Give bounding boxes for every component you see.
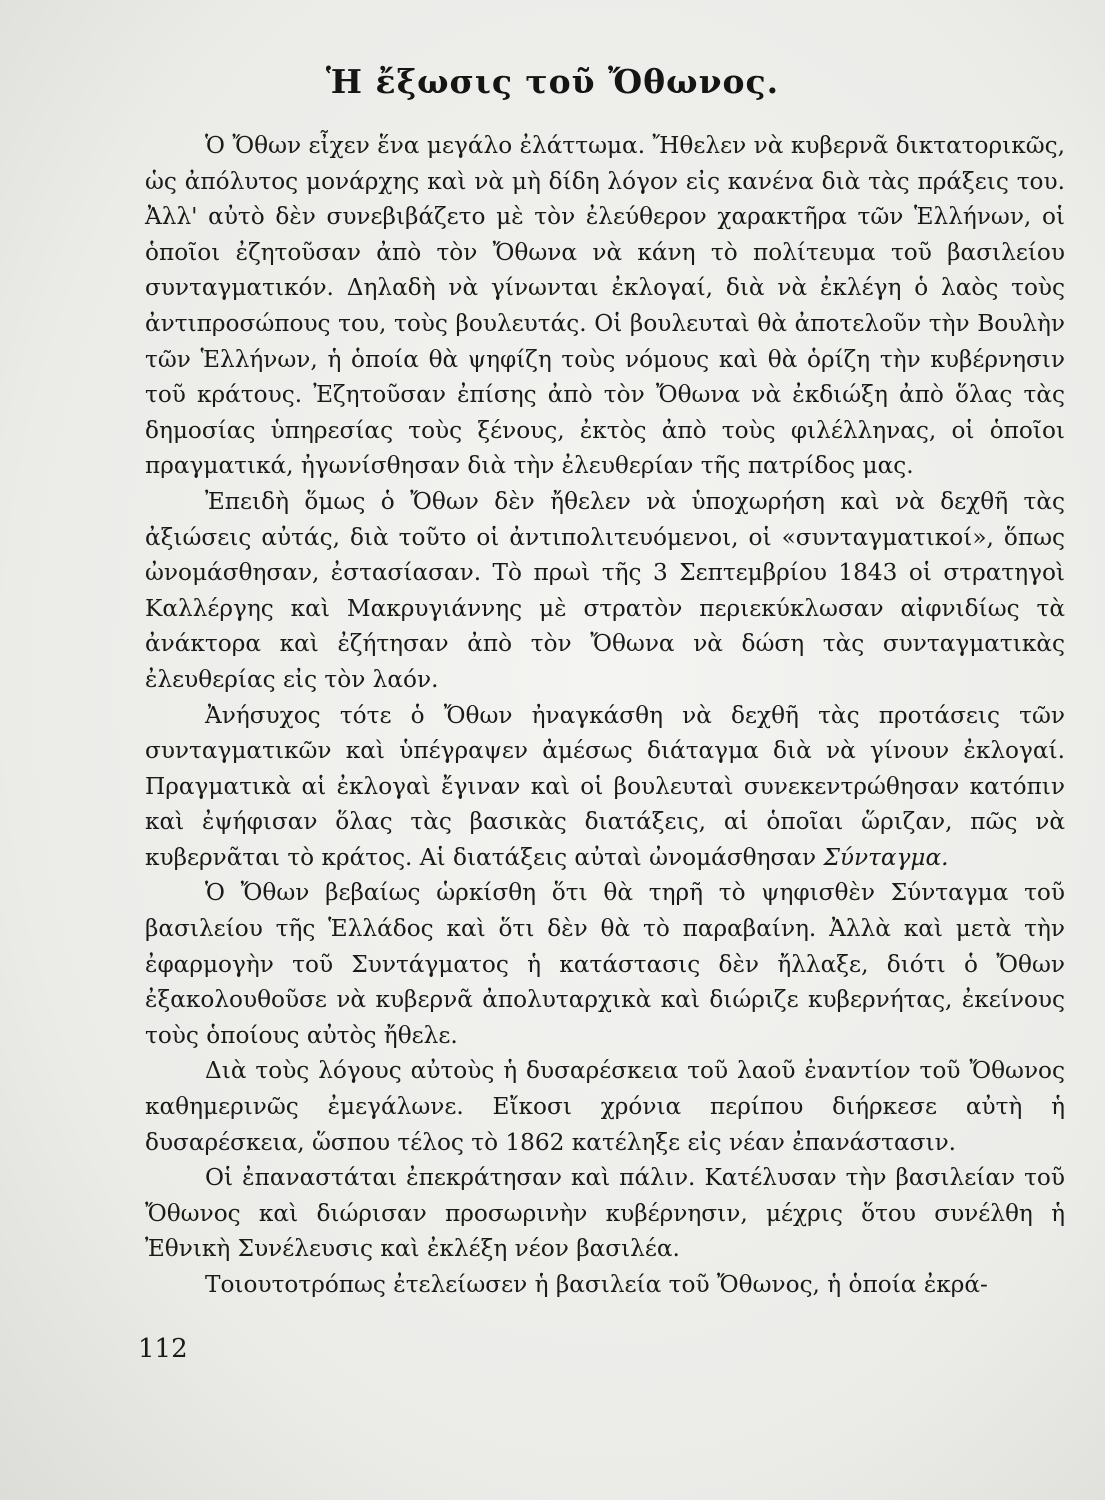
paragraph-1: Ὁ Ὄθων εἶχεν ἕνα μεγάλο ἐλάττωμα. Ἤθελεν νὰ κυβερνᾶ δικτατορικῶς, ὡς ἀπόλυτος μονάρχης καὶ νὰ μὴ δίδη λόγον εἰς κανένα διὰ τὰς πράξεις του. Ἀλλ' αὐτὸ δὲν συνεβιβάζετο μὲ τὸν ἐλεύθερον χαρακτῆρα τῶν Ἑλλήνων, οἱ ὁποῖοι ἐζητοῦσαν ἀπὸ τὸν Ὄθωνα νὰ κάνη τὸ πολίτευμα τοῦ βασιλείου συνταγματικόν. Δηλαδὴ νὰ γίνωνται ἐκλογαί, διὰ νὰ ἐκλέγη ὁ λαὸς τοὺς ἀντιπροσώπους του, τοὺς βουλευτάς. Οἱ βουλευταὶ θὰ ἀποτελοῦν τὴν Βουλὴν τῶν Ἑλλήνων, ἡ ὁποία θὰ ψηφίζη τοὺς νόμους καὶ θὰ ὁρίζη τὴν κυβέρνησιν τοῦ κράτους. Ἐζητοῦσαν ἐπίσης ἀπὸ τὸν Ὄθωνα νὰ ἐκδιώξη ἀπὸ ὅλας τὰς δημοσίας ὑπηρεσίας τοὺς ξένους, ἐκτὸς ἀπὸ τοὺς φιλέλληνας, οἱ ὁποῖοι πραγματικά, ἠγωνίσθησαν διὰ τὴν ἐλευθερίαν τῆς πατρίδος μας.	[145, 132, 1065, 480]
paragraph-3-text: Ἀνήσυχος τότε ὁ Ὄθων ἠναγκάσθη νὰ δεχθῆ τὰς προτάσεις τῶν συνταγματικῶν καὶ ὑπέγραψεν ἀμέσως διάταγμα διὰ νὰ γίνουν ἐκλογαί. Πραγματικὰ αἱ ἐκλογαὶ ἔγιναν καὶ οἱ βουλευταὶ συνεκεντρώθησαν κατόπιν καὶ ἐψήφισαν ὅλας τὰς βασικὰς διατάξεις, αἱ ὁποῖαι ὥριζαν, πῶς νὰ κυβερνᾶται τὸ κράτος. Αἱ διατάξεις αὐταὶ ὠνομάσθησαν	[145, 701, 1065, 871]
paragraph-4: Ὁ Ὄθων βεβαίως ὡρκίσθη ὅτι θὰ τηρῆ τὸ ψηφισθὲν Σύνταγμα τοῦ βασιλείου τῆς Ἑλλάδος καὶ ὅτι δὲν θὰ τὸ παραβαίνη. Ἀλλὰ καὶ μετὰ τὴν ἐφαρμογὴν τοῦ Συντάγματος ἡ κατάστασις δὲν ἤλλαξε, διότι ὁ Ὄθων ἐξακολουθοῦσε νὰ κυβερνᾶ ἀπολυταρχικὰ καὶ διώριζε κυβερνήτας, ἐκείνους τοὺς ὁποίους αὐτὸς ἤθελε.	[145, 879, 1065, 1049]
paragraph-6: Οἱ ἐπαναστάται ἐπεκράτησαν καὶ πάλιν. Κατέλυσαν τὴν βασιλείαν τοῦ Ὄθωνος καὶ διώρισαν προσωρινὴν κυβέρνησιν, μέχρις ὅτου συνέλθη ἡ Ἐθνικὴ Συνέλευσις καὶ ἐκλέξη νέον βασιλέα.	[145, 1164, 1065, 1263]
paragraph-5: Διὰ τοὺς λόγους αὐτοὺς ἡ δυσαρέσκεια τοῦ λαοῦ ἐναντίον τοῦ Ὄθωνος καθημερινῶς ἐμεγάλωνε. Εἴκοσι χρόνια περίπου διήρκεσε αὐτὴ ἡ δυσαρέσκεια, ὥσπου τέλος τὸ 1862 κατέληξε εἰς νέαν ἐπανάστασιν.	[145, 1057, 1065, 1156]
page-title: Ἡ ἔξωσις τοῦ Ὄθωνος.	[325, 62, 780, 101]
paragraph-3	[145, 698, 1065, 876]
paragraph-7: Τοιουτοτρόπως ἐτελείωσεν ἡ βασιλεία τοῦ Ὄθωνος, ἡ ὁποία ἐκρά-	[205, 1271, 988, 1298]
page-number: 112	[138, 1334, 188, 1364]
paragraph-3-emphasis: Σύνταγμα.	[823, 843, 949, 871]
body-text	[145, 128, 1065, 1303]
paragraph-2: Ἐπειδὴ ὅμως ὁ Ὄθων δὲν ἤθελεν νὰ ὑποχωρήση καὶ νὰ δεχθῆ τὰς ἀξιώσεις αὐτάς, διὰ τοῦτο οἱ ἀντιπολιτευόμενοι, οἱ «συνταγματικοί», ὅπως ὠνομάσθησαν, ἐστασίασαν. Τὸ πρωὶ τῆς 3 Σεπτεμβρίου 1843 οἱ στρατηγοὶ Καλλέργης καὶ Μακρυγιάννης μὲ στρατὸν περιεκύκλωσαν αἰφνιδίως τὰ ἀνάκτορα καὶ ἐζήτησαν ἀπὸ τὸν Ὄθωνα νὰ δώση τὰς συνταγματικὰς ἐλευθερίας εἰς τὸν λαόν.	[145, 487, 1065, 693]
